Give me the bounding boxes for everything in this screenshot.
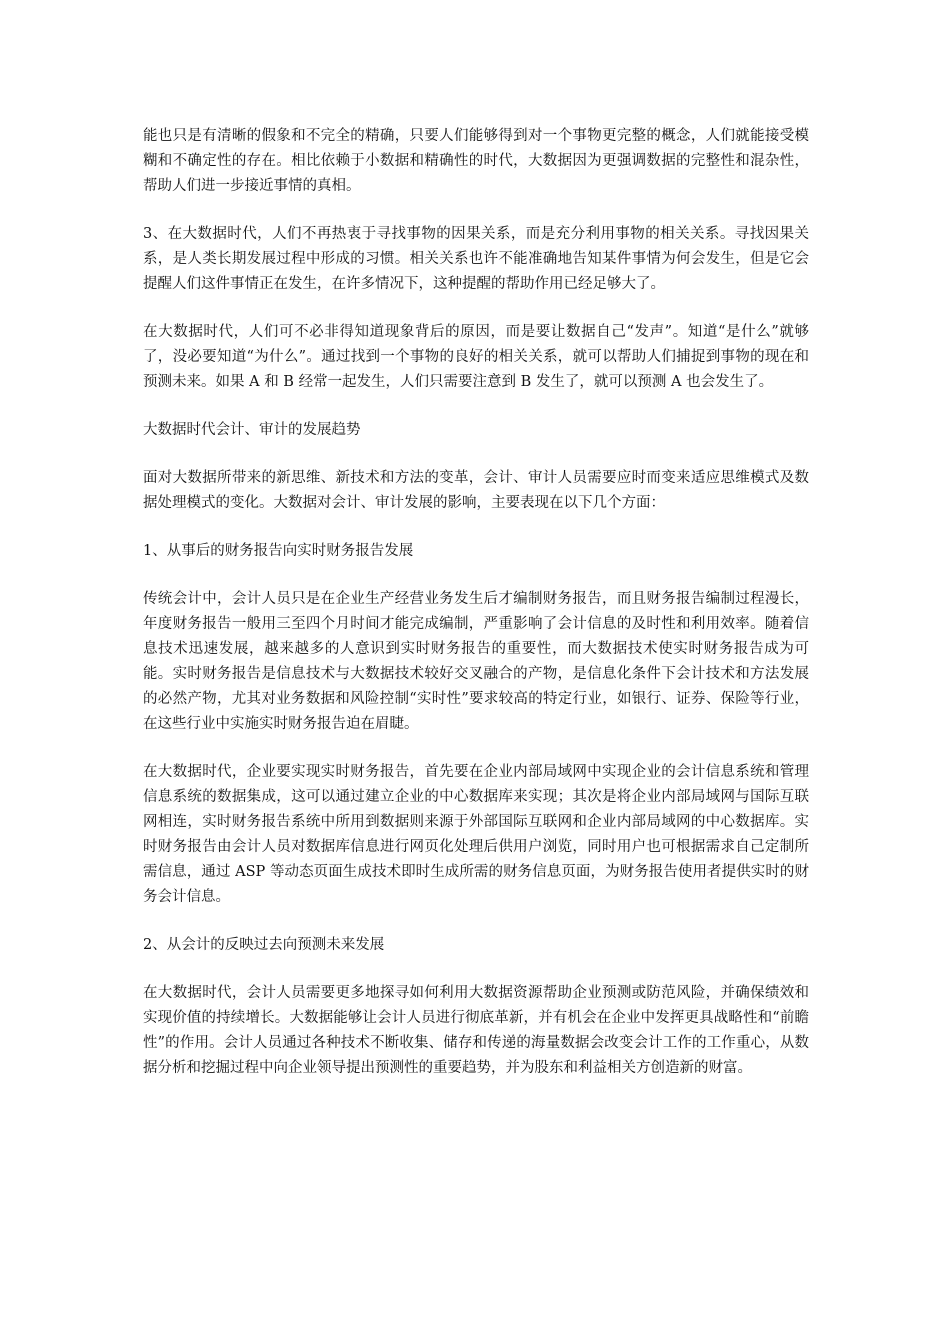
subheading-predict-future: 2、从会计的反映过去向预测未来发展 [143, 937, 385, 953]
paragraph-what-not-why: 在大数据时代，人们可不必非得知道现象背后的原因，而是要让数据自己“发声”。知道“是什么”就够了，没必要知道“为什么”。通过找到一个事物的良好的相关关系，就可以帮助人们捕捉到事物的现在和预测未来。如果 A 和 B 经常一起发生，人们只需要注意到 B 发生了，就可以预测 A 也会发生了。 [143, 324, 809, 390]
paragraph-intro-continued: 能也只是有清晰的假象和不完全的精确，只要人们能够得到对一个事物更完整的概念，人们就能接受模糊和不确定性的存在。相比依赖于小数据和精确性的时代，大数据因为更强调数据的完整性和混杂性，帮助人们进一步接近事情的真相。 [143, 128, 809, 194]
paragraph-trends-intro: 面对大数据所带来的新思维、新技术和方法的变革，会计、审计人员需要应时而变来适应思维模式及数据处理模式的变化。大数据对会计、审计发展的影响，主要表现在以下几个方面： [143, 470, 809, 511]
subheading-realtime-reporting: 1、从事后的财务报告向实时财务报告发展 [143, 543, 414, 559]
paragraph-realtime-implementation: 在大数据时代，企业要实现实时财务报告，首先要在企业内部局域网中实现企业的会计信息系统和管理信息系统的数据集成，这可以通过建立企业的中心数据库来实现；其次是将企业内部局域网与国际互联网相连，实时财务报告系统中所用到数据则来源于外部国际互联网和企业内部局域网的中心数据库。实时财务报告由会计人员对数据库信息进行网页化处理后供用户浏览，同时用户也可根据需求自己定制所需信息，通过 ASP 等动态页面生成技术即时生成所需的财务信息页面，为财务报告使用者提供实时的财务会计信息。 [143, 764, 809, 905]
section-heading-trends: 大数据时代会计、审计的发展趋势 [143, 422, 361, 438]
paragraph-traditional-accounting: 传统会计中，会计人员只是在企业生产经营业务发生后才编制财务报告，而且财务报告编制过程漫长，年度财务报告一般用三至四个月时间才能完成编制，严重影响了会计信息的及时性和利用效率。随着信息技术迅速发展，越来越多的人意识到实时财务报告的重要性，而大数据技术使实时财务报告成为可能。实时财务报告是信息技术与大数据技术较好交叉融合的产物，是信息化条件下会计技术和方法发展的必然产物，尤其对业务数据和风险控制“实时性”要求较高的特定行业，如银行、证券、保险等行业，在这些行业中实施实时财务报告迫在眉睫。 [143, 591, 809, 732]
document-page [143, 124, 809, 1104]
paragraph-predict-future: 在大数据时代，会计人员需要更多地探寻如何利用大数据资源帮助企业预测或防范风险，并确保绩效和实现价值的持续增长。大数据能够让会计人员进行彻底革新，并有机会在企业中发挥更具战略性和“前瞻性”的作用。会计人员通过各种技术不断收集、储存和传递的海量数据会改变会计工作的工作重心，从数据分析和挖掘过程中向企业领导提出预测性的重要趋势，并为股东和利益相关方创造新的财富。 [143, 985, 809, 1076]
paragraph-point-3-correlation: 3、在大数据时代，人们不再热衷于寻找事物的因果关系，而是充分利用事物的相关关系。寻找因果关系，是人类长期发展过程中形成的习惯。相关关系也许不能准确地告知某件事情为何会发生，但是它会提醒人们这件事情正在发生，在许多情况下，这种提醒的帮助作用已经足够大了。 [143, 226, 809, 292]
